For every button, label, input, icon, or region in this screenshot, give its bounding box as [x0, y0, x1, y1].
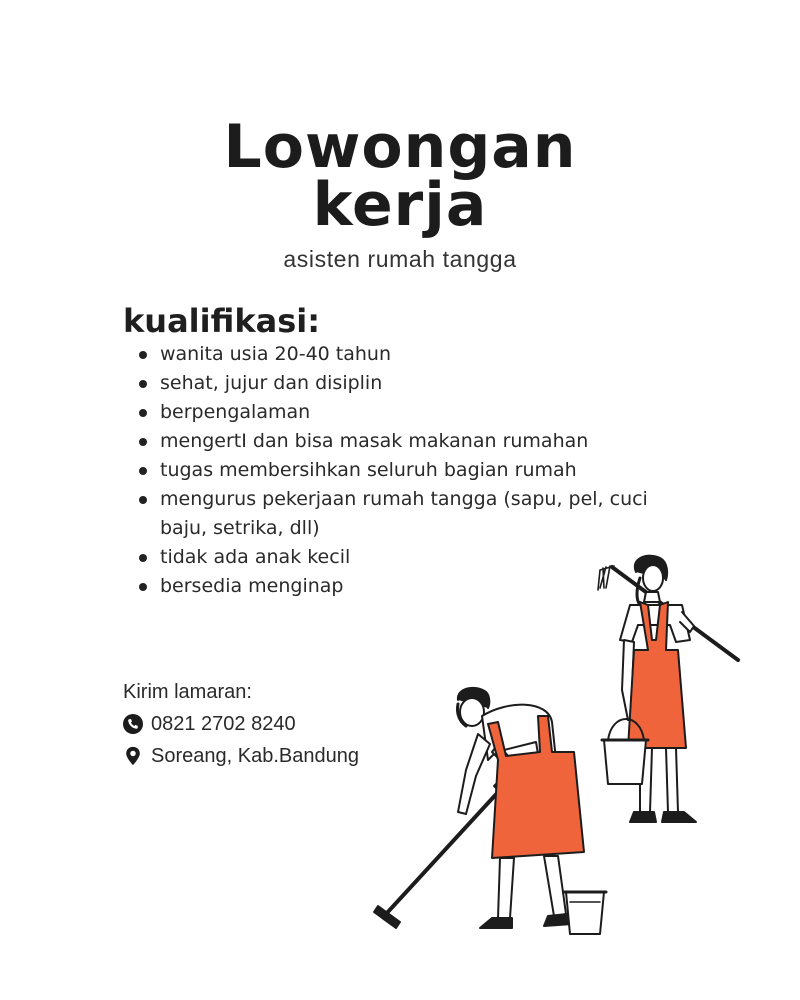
standing-worker-figure — [598, 556, 738, 822]
qualifications-heading: kualifikasi: — [123, 302, 320, 340]
list-item: wanita usia 20-40 tahun — [136, 340, 666, 369]
list-item: mengertI dan bisa masak makanan rumahan — [136, 427, 666, 456]
location-text: Soreang, Kab.Bandung — [151, 744, 359, 767]
subtitle: asisten rumah tangga — [283, 246, 517, 272]
title-line-2: kerja — [312, 170, 488, 240]
list-item: berpengalaman — [136, 398, 666, 427]
contact-heading: Kirim lamaran: — [123, 680, 252, 703]
list-item: mengurus pekerjaan rumah tangga (sapu, pel, cuci baju, setrika, dll) — [136, 485, 666, 543]
title-line-1: Lowongan — [223, 112, 577, 182]
phone-number: 0821 2702 8240 — [151, 712, 296, 735]
bending-worker-figure — [374, 688, 606, 934]
list-item: bersedia menginap — [136, 572, 666, 601]
list-item: sehat, jujur dan disiplin — [136, 369, 666, 398]
list-item: tugas membersihkan seluruh bagian rumah — [136, 456, 666, 485]
list-item: tidak ada anak kecil — [136, 543, 666, 572]
